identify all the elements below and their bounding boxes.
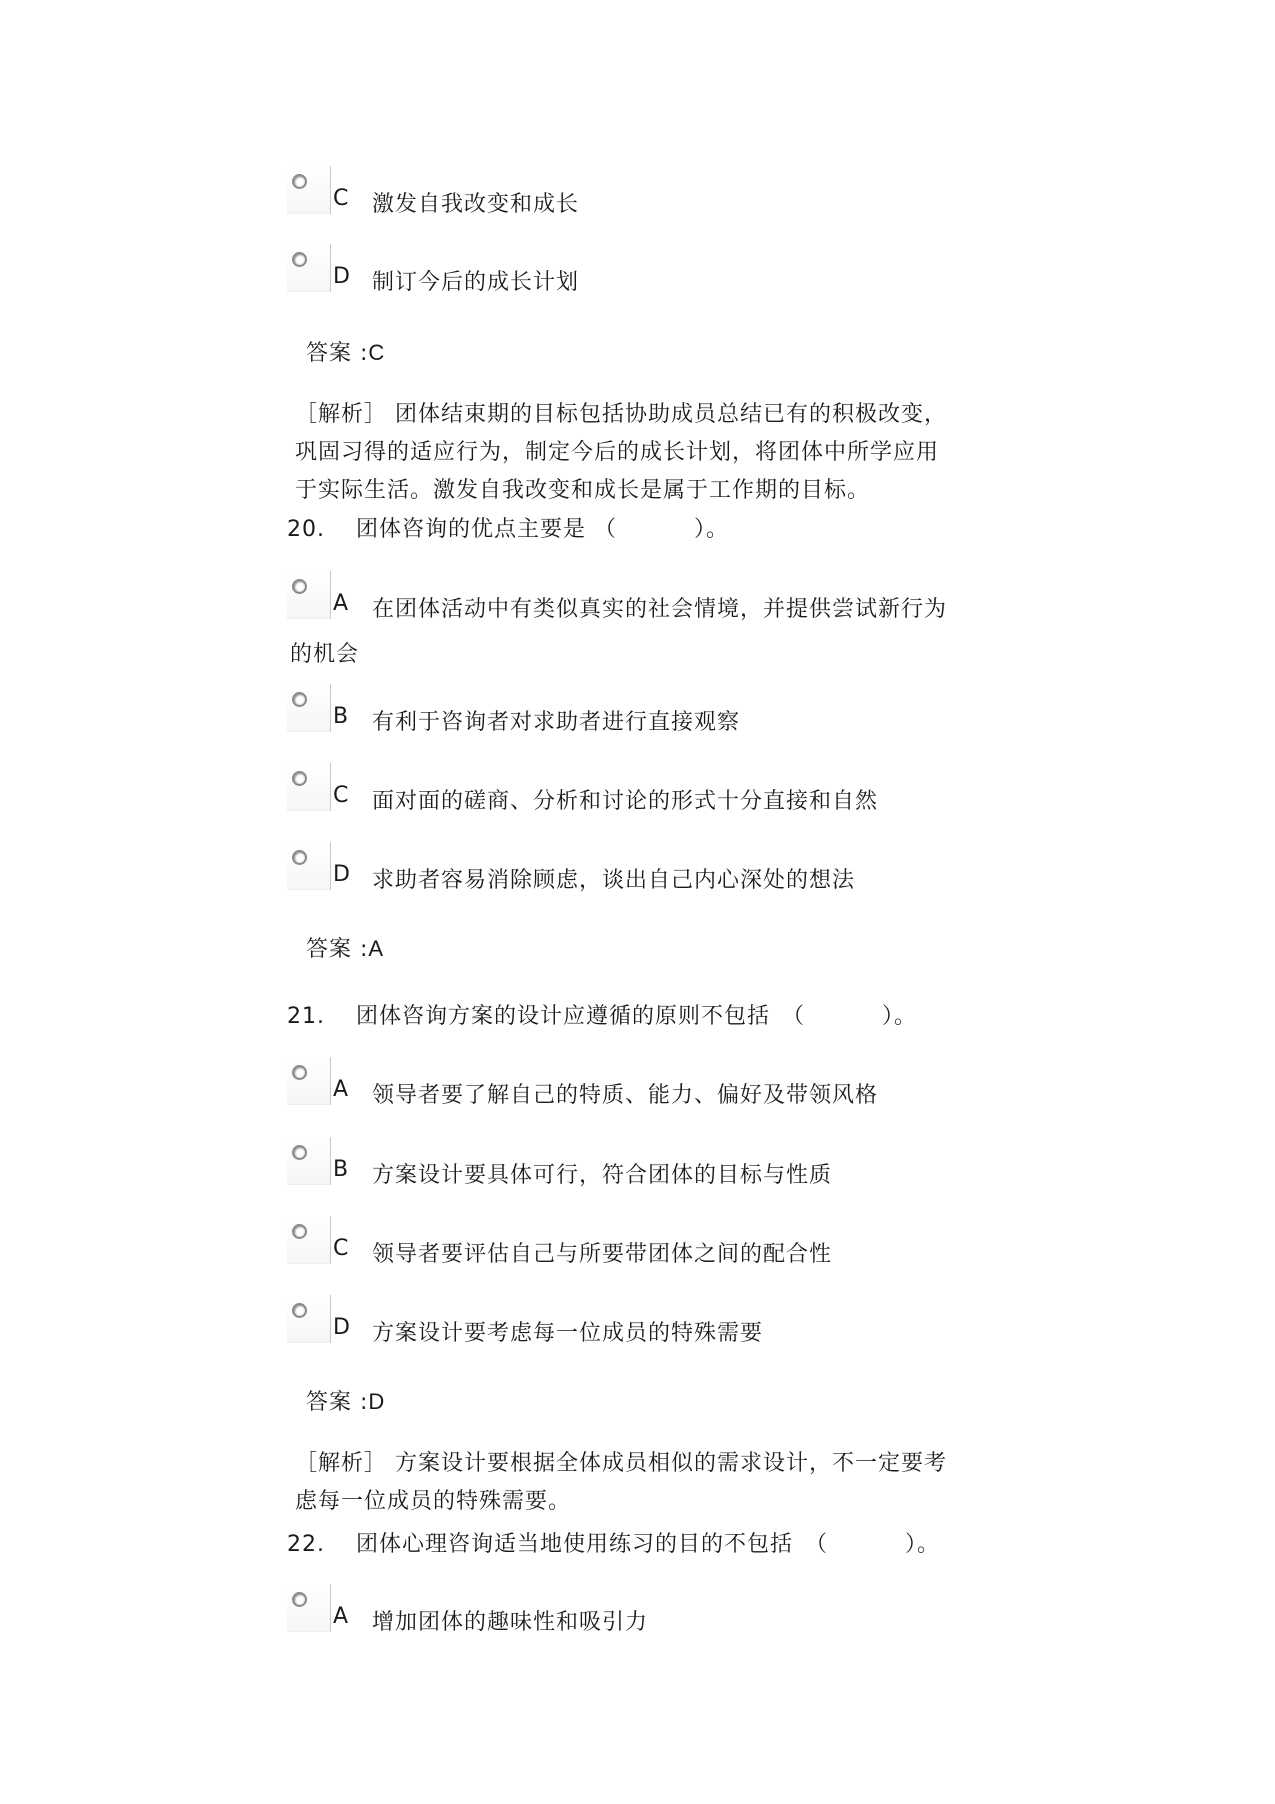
radio-button[interactable] (292, 1303, 307, 1318)
radio-button[interactable] (292, 579, 307, 594)
answer-label: 答案 : (306, 341, 369, 366)
option-row[interactable] (287, 166, 1007, 230)
question-number: 20. (287, 517, 325, 542)
option-letter: D (333, 264, 350, 289)
option-row[interactable] (287, 1137, 1007, 1201)
radio-cell (287, 763, 331, 811)
question-stem (0, 516, 1275, 548)
option-letter: B (333, 1157, 349, 1182)
option-row[interactable] (287, 842, 1007, 906)
option-row[interactable] (287, 1057, 1007, 1121)
question-text: 团体咨询方案的设计应遵循的原则不包括 （ ）。 (356, 1004, 917, 1029)
option-row[interactable] (287, 571, 1007, 681)
radio-cell (287, 1216, 331, 1264)
option-letter: A (333, 1077, 349, 1102)
option-text: 领导者要评估自己与所要带团体之间的配合性 (372, 1242, 833, 1267)
analysis-line: 于实际生活。激发自我改变和成长是属于工作期的目标。 (295, 478, 871, 503)
option-letter: C (333, 1236, 349, 1261)
option-row[interactable] (287, 1584, 1007, 1648)
option-text: 在团体活动中有类似真实的社会情境，并提供尝试新行为 (372, 597, 948, 622)
answer-line (306, 1390, 385, 1415)
answer-line (306, 937, 384, 962)
question-text: 团体心理咨询适当地使用练习的目的不包括 （ ）。 (356, 1532, 940, 1557)
option-text: 增加团体的趣味性和吸引力 (372, 1610, 649, 1635)
option-text: 方案设计要考虑每一位成员的特殊需要 (372, 1321, 764, 1346)
option-row[interactable] (287, 1216, 1007, 1280)
radio-button[interactable] (292, 771, 307, 786)
analysis-line: ［解析］ 方案设计要根据全体成员相似的需求设计，不一定要考 (295, 1451, 947, 1476)
answer-label: 答案 : (306, 1390, 369, 1415)
option-text-continued: 的机会 (290, 642, 360, 667)
analysis-block (295, 1445, 947, 1521)
option-letter: C (333, 783, 349, 808)
radio-cell (287, 842, 331, 890)
option-row[interactable] (287, 1295, 1007, 1359)
radio-cell (287, 684, 331, 732)
radio-button[interactable] (292, 1592, 307, 1607)
option-text: 激发自我改变和成长 (372, 192, 580, 217)
option-letter: D (333, 1315, 350, 1340)
answer-value: C (368, 340, 386, 365)
question-stem (0, 1003, 1275, 1035)
radio-button[interactable] (292, 850, 307, 865)
answer-value: A (368, 936, 385, 961)
question-number: 22. (287, 1532, 325, 1557)
option-text: 方案设计要具体可行，符合团体的目标与性质 (372, 1163, 833, 1188)
radio-cell (287, 1137, 331, 1185)
radio-button[interactable] (292, 1145, 307, 1160)
radio-cell (287, 244, 331, 292)
option-row[interactable] (287, 763, 1007, 827)
option-text: 制订今后的成长计划 (372, 270, 580, 295)
option-text: 有利于咨询者对求助者进行直接观察 (372, 710, 741, 735)
analysis-line: ［解析］ 团体结束期的目标包括协助成员总结已有的积极改变， (295, 402, 947, 427)
answer-value: D (368, 1389, 386, 1414)
option-text: 领导者要了解自己的特质、能力、偏好及带领风格 (372, 1083, 879, 1108)
analysis-block (295, 396, 947, 510)
option-text: 求助者容易消除顾虑，谈出自己内心深处的想法 (372, 868, 856, 893)
question-number: 21. (287, 1004, 325, 1029)
option-text: 面对面的磋商、分析和讨论的形式十分直接和自然 (372, 789, 879, 814)
option-row[interactable] (287, 244, 1007, 308)
radio-cell (287, 166, 331, 214)
radio-button[interactable] (292, 1224, 307, 1239)
option-letter: D (333, 862, 350, 887)
radio-cell (287, 1584, 331, 1632)
radio-button[interactable] (292, 252, 307, 267)
answer-line (306, 341, 385, 366)
analysis-line: 虑每一位成员的特殊需要。 (295, 1489, 572, 1514)
radio-cell (287, 1057, 331, 1105)
option-letter: B (333, 704, 349, 729)
radio-button[interactable] (292, 1065, 307, 1080)
question-stem (0, 1531, 1275, 1563)
radio-button[interactable] (292, 174, 307, 189)
option-letter: A (333, 1604, 349, 1629)
radio-cell (287, 571, 331, 619)
option-letter: A (333, 591, 349, 616)
radio-cell (287, 1295, 331, 1343)
option-row[interactable] (287, 684, 1007, 748)
question-text: 团体咨询的优点主要是 （ ）。 (356, 517, 729, 542)
radio-button[interactable] (292, 692, 307, 707)
answer-label: 答案 : (306, 937, 369, 962)
option-letter: C (333, 186, 349, 211)
analysis-line: 巩固习得的适应行为，制定今后的成长计划，将团体中所学应用 (295, 440, 940, 465)
